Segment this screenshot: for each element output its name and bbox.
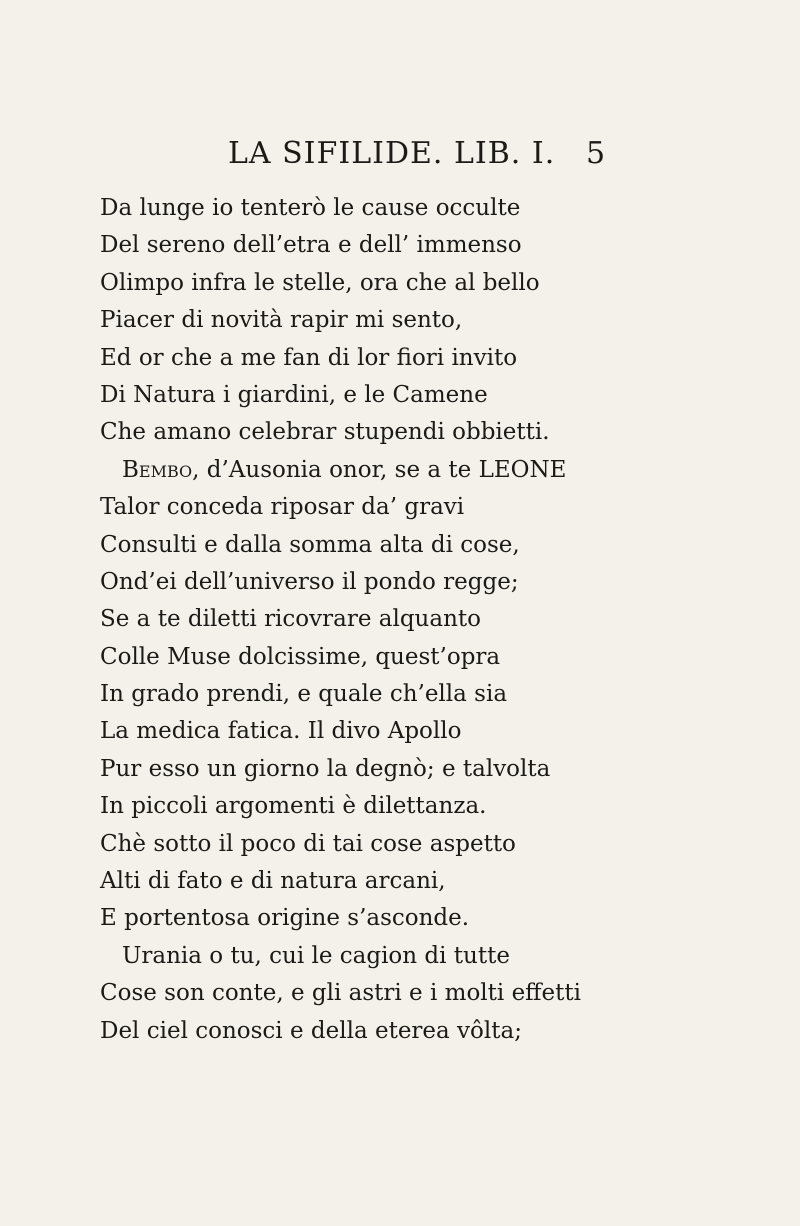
verse-text: Chè sotto il poco di tai cose aspetto	[100, 830, 516, 857]
verse-line	[100, 489, 780, 526]
verse-line	[100, 265, 780, 302]
verse-text: Del ciel conosci e della eterea vôlta;	[100, 1017, 522, 1044]
verse-line	[100, 713, 780, 750]
verse-line	[100, 452, 780, 489]
verse-line	[100, 227, 780, 264]
verse-text: In grado prendi, e quale ch’ella sia	[100, 681, 508, 708]
verse-text: Piacer di novità rapir mi sento,	[100, 307, 463, 334]
verse-text: Del sereno dell’etra e dell’ immenso	[100, 232, 522, 259]
verse-line	[100, 975, 780, 1012]
verse-text: Pur esso un giorno la degnò; e talvolta	[100, 755, 551, 782]
verse-line	[100, 340, 780, 377]
verse-line	[100, 601, 780, 638]
verse-line	[100, 639, 780, 676]
page-number: 5	[586, 136, 606, 171]
verse-line	[100, 190, 780, 227]
verse-text: La medica fatica. Il divo Apollo	[100, 718, 462, 745]
verse-line	[100, 1013, 780, 1050]
verse-line	[100, 900, 780, 937]
verse-text: Che amano celebrar stupendi obbietti.	[100, 419, 550, 446]
running-title: LA SIFILIDE. LIB. I.	[228, 136, 556, 171]
verse-text: Ed or che a me fan di lor fiori invito	[100, 344, 518, 371]
verse-text: Colle Muse dolcissime, quest’opra	[100, 643, 501, 670]
verse-line	[100, 788, 780, 825]
verse-line	[100, 302, 780, 339]
verse-text: Se a te diletti ricovrare alquanto	[100, 606, 481, 633]
verse-line	[100, 564, 780, 601]
verse-line	[100, 414, 780, 451]
verse-lead-name: Bembo	[122, 456, 193, 483]
verse-text: Urania o tu, cui le cagion di tutte	[122, 942, 510, 969]
verse-line	[100, 826, 780, 863]
verse-text: Consulti e dalla somma alta di cose,	[100, 531, 520, 558]
running-head	[0, 136, 800, 176]
verse-text: Talor conceda riposar da’ gravi	[100, 494, 465, 521]
verse-line	[100, 938, 780, 975]
poem-verses	[100, 190, 780, 1050]
verse-line	[100, 863, 780, 900]
verse-line	[100, 676, 780, 713]
verse-line	[100, 527, 780, 564]
verse-text: Ond’ei dell’universo il pondo regge;	[100, 568, 519, 595]
verse-text: Alti di fato e di natura arcani,	[100, 868, 446, 895]
verse-text: Cose son conte, e gli astri e i molti effetti	[100, 980, 581, 1007]
verse-text: E portentosa origine s’asconde.	[100, 905, 470, 932]
verse-text: , d’Ausonia onor, se a te LEONE	[192, 456, 567, 483]
verse-text: In piccoli argomenti è dilettanza.	[100, 793, 487, 820]
verse-text: Di Natura i giardini, e le Camene	[100, 381, 488, 408]
verse-line	[100, 377, 780, 414]
verse-text: Olimpo infra le stelle, ora che al bello	[100, 269, 540, 296]
verse-line	[100, 751, 780, 788]
verse-text: Da lunge io tenterò le cause occulte	[100, 195, 521, 221]
